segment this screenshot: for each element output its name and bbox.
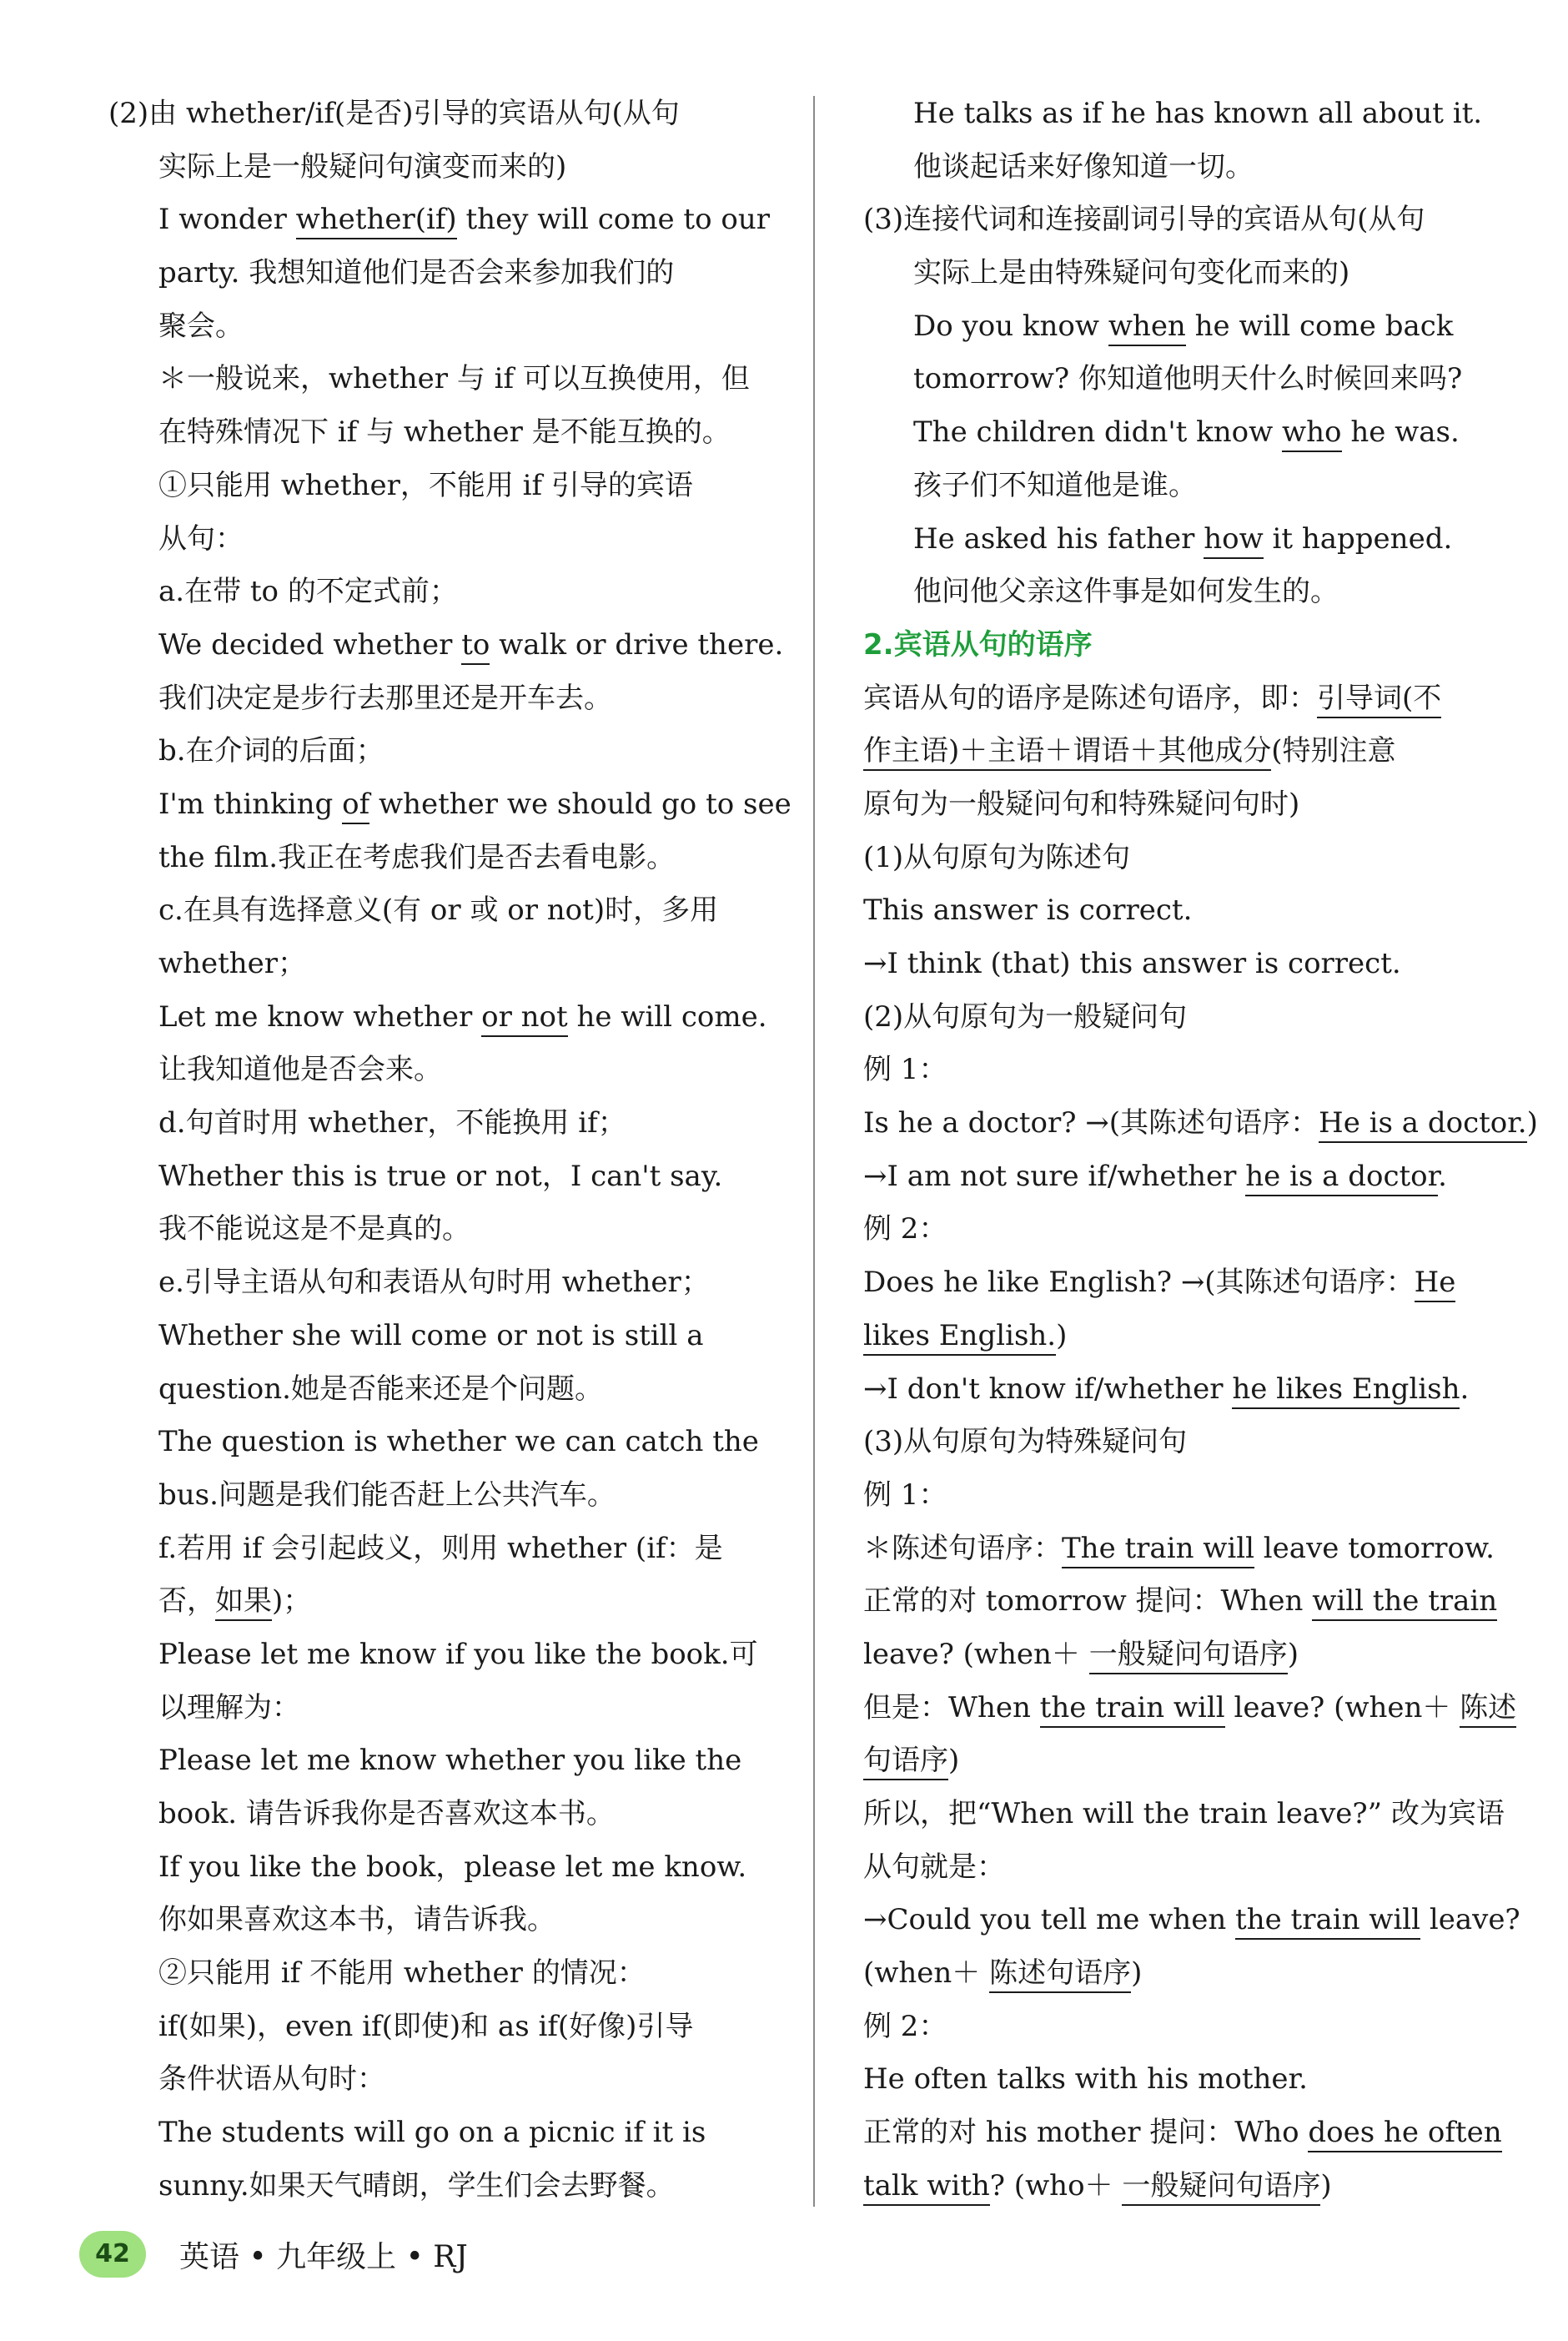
text-line bbox=[108, 2053, 792, 2107]
text-line bbox=[863, 1416, 1547, 1469]
page-footer bbox=[79, 2229, 468, 2279]
text-segment: I'm thinking bbox=[158, 787, 343, 821]
text-line bbox=[863, 1310, 1547, 1363]
text-segment: 宾语从句的语序是陈述句语序，即： bbox=[863, 681, 1317, 715]
text-segment: a.在带 to 的不定式前； bbox=[158, 575, 458, 609]
text-segment: We decided whether bbox=[158, 627, 462, 662]
text-line bbox=[108, 1629, 792, 1682]
text-line bbox=[863, 2107, 1547, 2160]
text-segment: party. 我想知道他们是否会来参加我们的 bbox=[158, 256, 675, 290]
text-segment: He talks as if he has known all about it. bbox=[913, 97, 1483, 130]
text-segment: 例 1： bbox=[863, 1053, 947, 1087]
text-line bbox=[863, 832, 1547, 885]
text-segment: e.引导主语从句和表语从句时用 whether； bbox=[158, 1266, 710, 1300]
text-segment: whether； bbox=[158, 947, 307, 980]
text-segment: 但是：When bbox=[863, 1690, 1040, 1724]
underlined-text: how bbox=[1204, 522, 1263, 559]
text-line bbox=[863, 1894, 1547, 1947]
text-line bbox=[108, 938, 792, 991]
underlined-text: 陈述 bbox=[1460, 1691, 1516, 1728]
text-line bbox=[863, 1575, 1547, 1629]
underlined-text: 一般疑问句语序 bbox=[1089, 1638, 1288, 1674]
text-segment: they will come to our bbox=[456, 203, 770, 237]
text-segment: Do you know bbox=[913, 309, 1108, 343]
text-line bbox=[108, 1150, 792, 1204]
underlined-text: to bbox=[461, 628, 490, 665]
text-segment: c.在具有选择意义(有 or 或 or not)时，多用 bbox=[158, 894, 719, 928]
text-segment: Does he like English? →(其陈述句语序： bbox=[863, 1266, 1415, 1300]
text-segment: he will come. bbox=[567, 999, 767, 1034]
text-segment: He asked his father bbox=[913, 521, 1204, 556]
text-segment: he was. bbox=[1341, 415, 1460, 450]
underlined-text: likes English. bbox=[863, 1319, 1056, 1356]
right-column bbox=[863, 88, 1547, 2213]
text-segment: 孩子们不知道他是谁。 bbox=[913, 468, 1197, 502]
text-line bbox=[863, 991, 1547, 1045]
text-line bbox=[108, 1044, 792, 1097]
text-line bbox=[863, 1682, 1547, 1735]
text-segment: walk or drive there. bbox=[490, 627, 784, 662]
text-segment: ②只能用 if 不能用 whether 的情况： bbox=[158, 1956, 646, 1991]
text-line bbox=[863, 2160, 1547, 2213]
text-segment: 以理解为： bbox=[158, 1690, 300, 1724]
page-number: 42 bbox=[79, 2231, 146, 2278]
text-line bbox=[108, 1097, 792, 1150]
text-segment: Please let me know whether you like the bbox=[158, 1744, 742, 1778]
text-segment: leave? (when＋ bbox=[1224, 1690, 1460, 1724]
text-line bbox=[108, 566, 792, 619]
text-line bbox=[108, 1469, 792, 1523]
text-segment: (3)连接代词和连接副词引导的宾语从句(从句 bbox=[863, 203, 1425, 237]
underlined-text: 一般疑问句语序 bbox=[1122, 2169, 1320, 2206]
text-segment: 让我知道他是否会来。 bbox=[158, 1053, 442, 1087]
text-segment: (when＋ bbox=[863, 1956, 990, 1991]
text-line bbox=[108, 194, 792, 247]
underlined-text: 陈述句语序 bbox=[989, 1956, 1131, 1993]
text-line bbox=[863, 513, 1547, 566]
underlined-text: will the train bbox=[1312, 1584, 1497, 1621]
text-segment: 从句就是： bbox=[863, 1850, 1005, 1884]
text-segment: ＊陈述句语序： bbox=[863, 1531, 1062, 1565]
text-line bbox=[108, 247, 792, 300]
text-line bbox=[108, 1523, 792, 1576]
text-line bbox=[108, 88, 792, 141]
text-segment: the film.我正在考虑我们是否去看电影。 bbox=[158, 840, 676, 874]
text-segment: 原句为一般疑问句和特殊疑问句时) bbox=[863, 787, 1300, 821]
text-segment: it happened. bbox=[1263, 521, 1453, 556]
text-line bbox=[108, 1416, 792, 1469]
text-segment: )； bbox=[272, 1584, 312, 1619]
text-line bbox=[108, 1575, 792, 1629]
text-line bbox=[863, 1947, 1547, 2001]
text-segment: he will come back bbox=[1185, 309, 1454, 343]
text-segment: . bbox=[1460, 1372, 1470, 1406]
text-line bbox=[108, 1788, 792, 1841]
text-segment: ) bbox=[1320, 2168, 1332, 2203]
text-line bbox=[108, 1734, 792, 1788]
text-segment: The question is whether we can catch the bbox=[158, 1425, 759, 1459]
underlined-text: the train will bbox=[1235, 1903, 1420, 1940]
text-segment: 所以，把“When will the train leave?” 改为宾语 bbox=[863, 1797, 1505, 1830]
underlined-text: of bbox=[342, 788, 369, 824]
text-segment: leave tomorrow. bbox=[1254, 1531, 1495, 1565]
underlined-text: 引导词(不 bbox=[1317, 682, 1441, 718]
underlined-text: talk with bbox=[863, 2169, 990, 2206]
text-segment: 我们决定是步行去那里还是开车去。 bbox=[158, 681, 612, 715]
text-segment: 2.宾语从句的语序 bbox=[863, 627, 1093, 662]
underlined-text: He is a doctor. bbox=[1319, 1106, 1527, 1143]
text-segment: leave? (when＋ bbox=[863, 1637, 1089, 1671]
text-segment: 实际上是由特殊疑问句变化而来的) bbox=[913, 256, 1350, 290]
text-segment: Let me know whether bbox=[158, 999, 482, 1034]
text-line bbox=[108, 300, 792, 354]
text-line bbox=[108, 2107, 792, 2160]
text-line bbox=[863, 1788, 1547, 1841]
text-segment: b.在介词的后面； bbox=[158, 734, 384, 768]
text-line bbox=[108, 1203, 792, 1256]
text-segment: ) bbox=[1526, 1106, 1538, 1140]
text-line bbox=[108, 1894, 792, 1947]
text-line bbox=[863, 1523, 1547, 1576]
text-segment: Whether this is true or not，I can't say. bbox=[158, 1159, 723, 1193]
text-segment: 正常的对 tomorrow 提问：When bbox=[863, 1584, 1313, 1619]
text-line bbox=[863, 1469, 1547, 1523]
text-segment: ? (who＋ bbox=[989, 2168, 1123, 2203]
text-segment: tomorrow? 你知道他明天什么时候回来吗? bbox=[913, 362, 1463, 396]
underlined-text: who bbox=[1282, 415, 1341, 452]
text-line bbox=[863, 778, 1547, 832]
text-segment: (2)由 whether/if(是否)引导的宾语从句(从句 bbox=[108, 97, 680, 130]
text-line bbox=[863, 938, 1547, 991]
text-segment: If you like the book，please let me know. bbox=[158, 1850, 747, 1884]
text-line bbox=[108, 1682, 792, 1735]
text-line bbox=[108, 1363, 792, 1417]
text-line bbox=[863, 353, 1547, 406]
text-line bbox=[863, 1044, 1547, 1097]
text-line bbox=[863, 1097, 1547, 1150]
underlined-text: He bbox=[1415, 1266, 1456, 1302]
text-segment: d.句首时用 whether，不能换用 if； bbox=[158, 1106, 626, 1140]
column-divider bbox=[813, 96, 815, 2207]
text-segment: 否， bbox=[158, 1584, 215, 1619]
text-line bbox=[108, 141, 792, 194]
text-segment: ＊一般说来，whether 与 if 可以互换使用，但 bbox=[158, 362, 750, 396]
text-segment: ①只能用 whether，不能用 if 引导的宾语 bbox=[158, 468, 693, 502]
text-segment: . bbox=[1438, 1159, 1447, 1193]
text-segment: The students will go on a picnic if it is bbox=[158, 2116, 706, 2150]
text-segment: 条件状语从句时： bbox=[158, 2062, 385, 2097]
text-line bbox=[863, 1629, 1547, 1682]
text-segment: leave? bbox=[1420, 1903, 1520, 1937]
text-segment: ) bbox=[1287, 1637, 1299, 1671]
text-segment: The children didn't know bbox=[913, 415, 1283, 450]
text-segment: Is he a doctor? →(其陈述句语序： bbox=[863, 1106, 1319, 1140]
text-segment: question.她是否能来还是个问题。 bbox=[158, 1372, 603, 1406]
text-line bbox=[108, 832, 792, 885]
text-line bbox=[108, 884, 792, 938]
text-line bbox=[108, 513, 792, 566]
text-segment: This answer is correct. bbox=[863, 894, 1193, 928]
text-segment: ) bbox=[948, 1744, 960, 1778]
text-segment: (1)从句原句为陈述句 bbox=[863, 840, 1131, 874]
text-line bbox=[108, 1310, 792, 1363]
book-info: 英语 • 九年级上 • RJ bbox=[179, 2239, 468, 2274]
text-segment: He often talks with his mother. bbox=[863, 2062, 1308, 2097]
text-segment: 他谈起话来好像知道一切。 bbox=[913, 149, 1254, 184]
underlined-text: 作主语)＋主语＋谓语＋其他成分 bbox=[863, 734, 1271, 771]
text-segment: bus.问题是我们能否赶上公共汽车。 bbox=[158, 1478, 616, 1512]
text-segment: (2)从句原句为一般疑问句 bbox=[863, 999, 1188, 1034]
text-segment: ) bbox=[1131, 1956, 1143, 1991]
text-line bbox=[863, 1841, 1547, 1895]
text-line bbox=[108, 725, 792, 778]
left-column bbox=[108, 88, 792, 2213]
text-line bbox=[863, 1734, 1547, 1788]
text-segment: I wonder bbox=[158, 203, 296, 237]
text-segment: sunny.如果天气晴朗，学生们会去野餐。 bbox=[158, 2168, 675, 2203]
text-line bbox=[863, 406, 1547, 460]
underlined-text: when bbox=[1108, 310, 1186, 346]
text-segment: 实际上是一般疑问句演变而来的) bbox=[158, 149, 567, 184]
text-line bbox=[108, 1256, 792, 1310]
text-line bbox=[863, 2001, 1547, 2054]
underlined-text: 如果 bbox=[215, 1584, 272, 1621]
text-line bbox=[108, 778, 792, 832]
text-segment: book. 请告诉我你是否喜欢这本书。 bbox=[158, 1797, 615, 1830]
text-line bbox=[108, 991, 792, 1045]
text-line bbox=[108, 2001, 792, 2054]
text-line bbox=[108, 1947, 792, 2001]
underlined-text: the train will bbox=[1040, 1691, 1225, 1728]
text-segment: 我不能说这是不是真的。 bbox=[158, 1212, 470, 1246]
text-line bbox=[863, 1203, 1547, 1256]
text-line bbox=[108, 2160, 792, 2213]
text-segment: 他问他父亲这件事是如何发生的。 bbox=[913, 575, 1339, 609]
text-line bbox=[108, 353, 792, 406]
text-segment: 你如果喜欢这本书，请告诉我。 bbox=[158, 1903, 555, 1937]
text-line bbox=[863, 88, 1547, 141]
text-line bbox=[863, 141, 1547, 194]
text-segment: (3)从句原句为特殊疑问句 bbox=[863, 1425, 1188, 1459]
text-segment: 正常的对 his mother 提问：Who bbox=[863, 2116, 1309, 2150]
text-line bbox=[863, 1363, 1547, 1417]
text-line bbox=[863, 1256, 1547, 1310]
text-segment: 从句： bbox=[158, 521, 244, 556]
underlined-text: does he often bbox=[1308, 2116, 1501, 2152]
text-line bbox=[108, 1841, 792, 1895]
text-segment: →I don't know if/whether bbox=[863, 1372, 1233, 1406]
text-line bbox=[108, 406, 792, 460]
text-segment: →Could you tell me when bbox=[863, 1903, 1236, 1937]
text-line bbox=[863, 884, 1547, 938]
text-line bbox=[108, 460, 792, 513]
underlined-text: 句语序 bbox=[863, 1744, 948, 1780]
text-segment: 聚会。 bbox=[158, 309, 244, 343]
text-segment: 例 2： bbox=[863, 2009, 947, 2043]
text-segment: 例 2： bbox=[863, 1212, 947, 1246]
text-segment: whether we should go to see bbox=[369, 787, 792, 821]
underlined-text: The train will bbox=[1062, 1532, 1254, 1568]
text-segment: →I think (that) this answer is correct. bbox=[863, 947, 1401, 980]
text-line bbox=[863, 2053, 1547, 2107]
underlined-text: or not bbox=[481, 1000, 568, 1037]
underlined-text: he likes English bbox=[1232, 1372, 1460, 1409]
text-segment: 例 1： bbox=[863, 1478, 947, 1512]
section-heading bbox=[863, 619, 1547, 672]
text-segment: Please let me know if you like the book.可 bbox=[158, 1637, 758, 1671]
underlined-text: whether(if) bbox=[296, 203, 457, 239]
text-line bbox=[108, 672, 792, 726]
text-line bbox=[863, 1150, 1547, 1204]
text-line bbox=[863, 725, 1547, 778]
text-line bbox=[108, 619, 792, 672]
text-line bbox=[863, 566, 1547, 619]
text-segment: 在特殊情况下 if 与 whether 是不能互换的。 bbox=[158, 415, 731, 450]
text-line bbox=[863, 300, 1547, 354]
text-segment: →I am not sure if/whether bbox=[863, 1159, 1246, 1193]
text-segment: if(如果)，even if(即使)和 as if(好像)引导 bbox=[158, 2009, 694, 2043]
text-line bbox=[863, 460, 1547, 513]
text-segment: (特别注意 bbox=[1271, 734, 1396, 768]
text-segment: Whether she will come or not is still a bbox=[158, 1318, 704, 1352]
text-line bbox=[863, 194, 1547, 247]
underlined-text: he is a doctor bbox=[1245, 1160, 1438, 1196]
text-line bbox=[863, 247, 1547, 300]
text-segment: f.若用 if 会引起歧义，则用 whether (if：是 bbox=[158, 1531, 723, 1565]
text-line bbox=[863, 672, 1547, 726]
text-segment: ) bbox=[1056, 1318, 1068, 1352]
